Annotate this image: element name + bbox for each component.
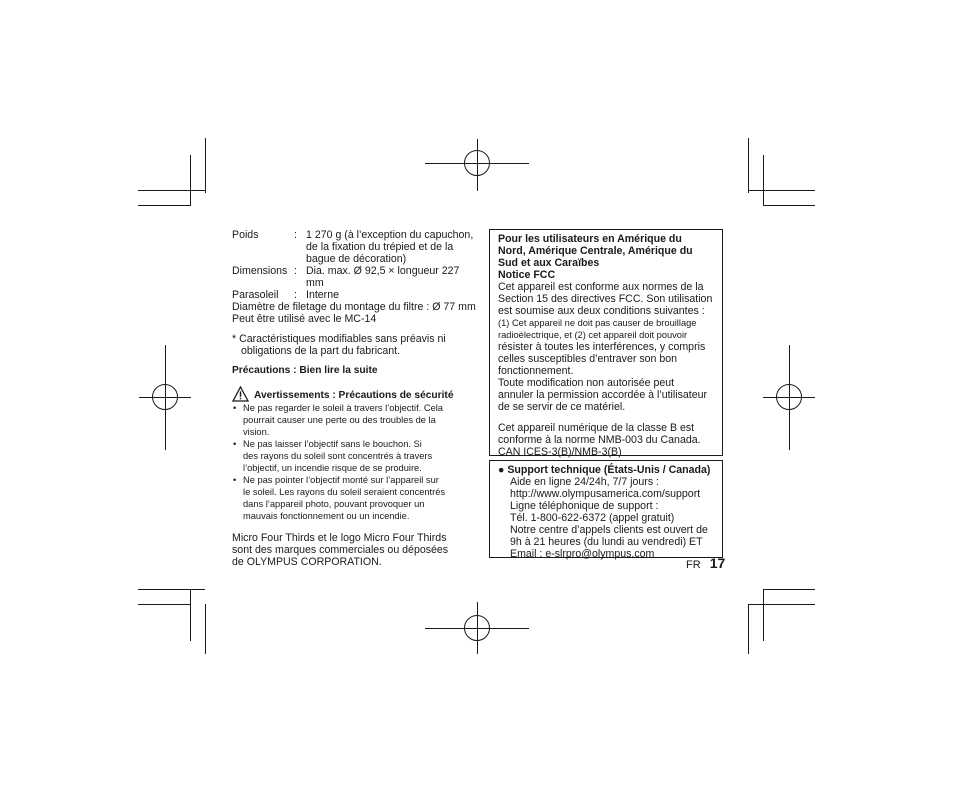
- bullet-icon: ●: [498, 464, 505, 476]
- spec-value-line: 1 270 g (à l’exception du capuchon,: [306, 229, 474, 241]
- fcc-notice-box: [489, 229, 723, 456]
- support-line: Ligne téléphonique de support :: [510, 500, 659, 512]
- spec-value-line: de la fixation du trépied et de la: [306, 241, 454, 253]
- body-line: fonctionnement.: [498, 365, 574, 377]
- note-line: * Caractéristiques modifiables sans préavis ni: [232, 333, 446, 345]
- list-line: le soleil. Les rayons du soleil seraient concentrés: [243, 487, 446, 497]
- support-line: 9h à 21 heures (du lundi au vendredi) ET: [510, 536, 703, 548]
- support-line: Aide en ligne 24/24h, 7/7 jours :: [510, 476, 660, 488]
- support-url[interactable]: http://www.olympusamerica.com/support: [510, 488, 701, 500]
- body-line: conforme à la norme NMB-003 du Canada.: [498, 434, 701, 446]
- heading-line: Notice FCC: [498, 269, 556, 281]
- spec-row-lens-hood: [232, 289, 477, 301]
- language-code: FR: [686, 559, 701, 571]
- spec-separator: :: [294, 265, 297, 277]
- body-line: Cet appareil numérique de la classe B est: [498, 422, 695, 434]
- trademark-notice: [232, 532, 477, 568]
- page-footer: [686, 557, 725, 571]
- body-line: annuler la permission accordée à l’utilisateur: [498, 389, 708, 401]
- fcc-heading: [498, 233, 716, 281]
- warnings-heading-row: [232, 386, 477, 402]
- compatibility-note: Peut être utilisé avec le MC-14: [232, 313, 377, 325]
- list-line: • Ne pas laisser l’objectif sans le bouchon. Si: [243, 439, 422, 449]
- body-line: résister à toutes les interférences, y compris: [498, 341, 706, 353]
- heading-line: Sud et aux Caraïbes: [498, 257, 600, 269]
- trademark-line: Micro Four Thirds et le logo Micro Four Thirds: [232, 532, 447, 544]
- spec-label: Parasoleil: [232, 289, 279, 301]
- spec-row-dimensions: [232, 265, 477, 289]
- spec-value-line: bague de décoration): [306, 253, 407, 265]
- heading-line: Pour les utilisateurs en Amérique du: [498, 233, 682, 245]
- support-heading: Support technique (États-Unis / Canada): [507, 464, 711, 476]
- support-box: [489, 460, 723, 558]
- list-line: • Ne pas pointer l’objectif monté sur l’appareil sur: [243, 475, 439, 485]
- fcc-body: [498, 281, 716, 413]
- spec-value: [306, 229, 477, 265]
- spec-value: Interne: [306, 289, 339, 301]
- page-number: 17: [709, 555, 726, 571]
- support-email[interactable]: Email : e-slrpro@olympus.com: [510, 548, 655, 560]
- warnings-heading: Avertissements : Précautions de sécurité: [254, 390, 454, 401]
- note-line: obligations de la part du fabricant.: [241, 345, 401, 357]
- list-line: • Ne pas regarder le soleil à travers l’objectif. Cela: [243, 403, 443, 413]
- support-heading-row: [498, 464, 716, 476]
- support-line: Tél. 1-800-622-6372 (appel gratuit): [510, 512, 675, 524]
- warnings-list: [232, 402, 477, 522]
- warning-triangle-icon: [232, 386, 249, 402]
- body-line: Toute modification non autorisée peut: [498, 377, 675, 389]
- list-item: [232, 402, 477, 438]
- list-line: dans l’appareil photo, pouvant provoquer un: [243, 499, 425, 509]
- support-line: Notre centre d’appels clients est ouvert de: [510, 524, 708, 536]
- heading-line: Nord, Amérique Centrale, Amérique du: [498, 245, 693, 257]
- spec-value: Dia. max. Ø 92,5 × longueur 227 mm: [306, 265, 460, 289]
- list-line: vision.: [243, 427, 270, 437]
- list-line: mauvais fonctionnement ou un incendie.: [243, 511, 410, 521]
- specifications-note: [232, 333, 477, 357]
- support-details: [498, 476, 716, 560]
- body-line: CAN ICES-3(B)/NMB-3(B): [498, 446, 622, 458]
- body-line: celles susceptibles d’entraver son bon: [498, 353, 678, 365]
- trademark-line: de OLYMPUS CORPORATION.: [232, 556, 382, 568]
- body-line: Cet appareil est conforme aux normes de la: [498, 281, 704, 293]
- body-line: (1) Cet appareil ne doit pas causer de brouillage: [498, 318, 697, 328]
- spec-separator: :: [294, 229, 297, 241]
- body-line: est soumise aux deux conditions suivantes :: [498, 305, 705, 317]
- spec-separator: :: [294, 289, 297, 301]
- body-line: radioélectrique, et (2) cet appareil doit pouvoir: [498, 330, 688, 340]
- filter-diameter: Diamètre de filetage du montage du filtre : Ø 77 mm: [232, 301, 476, 313]
- canada-compliance: [498, 422, 716, 458]
- list-item: [232, 438, 477, 474]
- spec-row-weight: [232, 229, 477, 265]
- spec-table: [232, 229, 477, 325]
- body-line: de se servir de ce matériel.: [498, 401, 626, 413]
- body-line: Section 15 des directives FCC. Son utilisation: [498, 293, 713, 305]
- list-item: [232, 474, 477, 522]
- list-line: l’objectif, un incendie risque de se produire.: [243, 463, 422, 473]
- list-line: pourrait causer une perte ou des troubles de la: [243, 415, 436, 425]
- precautions-heading: Précautions : Bien lire la suite: [232, 365, 378, 376]
- list-line: des rayons du soleil sont concentrés à travers: [243, 451, 433, 461]
- trademark-line: sont des marques commerciales ou déposées: [232, 544, 449, 556]
- left-column: [232, 229, 477, 568]
- spec-label: Poids: [232, 229, 259, 241]
- spec-label: Dimensions: [232, 265, 288, 277]
